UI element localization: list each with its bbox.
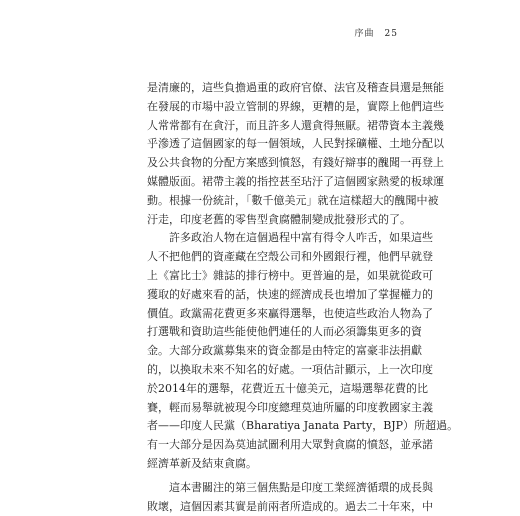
text-line: 價值。政黨需花費更多來贏得選舉，也使這些政治人物為了 bbox=[147, 306, 433, 320]
text-line: 的，以換取未來不知名的好處。一項估計顯示，上一次印度 bbox=[147, 362, 433, 376]
text-line: 乎滲透了這個國家的每一個領域，人民對採礦權、土地分配以 bbox=[147, 137, 444, 151]
text-line: 是清廉的，這些負擔過重的政府官僚、法官及稽查員還是無能 bbox=[147, 81, 444, 94]
text-line: 在發展的市場中設立管制的界線，更糟的是，實際上他們這些 bbox=[147, 99, 444, 113]
text-line: 獲取的好處來看的話，快速的經濟成長也增加了掌握權力的 bbox=[147, 287, 433, 301]
text-line: 媒體版面。裙帶主義的指控甚至玷汙了這個國家熱愛的板球運 bbox=[147, 174, 444, 188]
text-line: 人不把他們的資產藏在空殼公司和外國銀行裡，他們早就登 bbox=[147, 250, 433, 264]
text-line: 及公共食物的分配方案感到憤怒，有錢好辯事的醜聞一再登上 bbox=[147, 156, 444, 170]
paragraph bbox=[147, 229, 459, 473]
text-line: 這本書關注的第三個焦點是印度工業經濟循環的成長與 bbox=[169, 480, 433, 494]
text-line: 許多政治人物在這個過程中富有得令人咋舌，如果這些 bbox=[169, 231, 433, 245]
text-line: 者——印度人民黨（Bharatiya Janata Party，BJP）所超過。 bbox=[147, 419, 459, 433]
text-line: 敗壞，這個因素其實是前兩者所造成的。過去二十年來，中 bbox=[147, 499, 433, 513]
page-number: 25 bbox=[384, 29, 398, 39]
text-line: 打選戰和資助這些能使他們連任的人而必須籌集更多的資 bbox=[147, 325, 422, 339]
body-text bbox=[147, 79, 459, 516]
text-line: 經濟革新及結束貪腐。 bbox=[147, 456, 257, 470]
paragraph bbox=[147, 479, 433, 516]
paragraph bbox=[147, 79, 444, 229]
text-line: 汙走，印度老舊的零售型貪腐體制變成批發形式的了。 bbox=[147, 212, 411, 226]
text-line: 金。大部分政黨募集來的資金都是由特定的富豪非法捐獻 bbox=[147, 344, 422, 358]
text-line: 人常常都有在貪汙，而且許多人還貪得無厭。裙帶資本主義幾 bbox=[147, 118, 444, 132]
text-line: 賽，輕而易舉就被現今印度總理莫迪所屬的印度教國家主義 bbox=[147, 400, 433, 414]
text-line: 動。根據一份統計，「數千億美元」就在這樣超大的醜聞中被 bbox=[147, 193, 439, 207]
text-line: 上《富比士》雜誌的排行榜中。更普遍的是，如果就從政可 bbox=[147, 268, 433, 282]
section-title: 序曲 bbox=[354, 29, 375, 39]
text-line: 有一大部分是因為莫迪試圖利用大眾對貪腐的憤怒，並承諾 bbox=[147, 438, 433, 452]
text-line: 於2014年的選舉，花費近五十億美元，這場選舉花費的比 bbox=[147, 381, 428, 395]
running-header bbox=[355, 26, 398, 39]
